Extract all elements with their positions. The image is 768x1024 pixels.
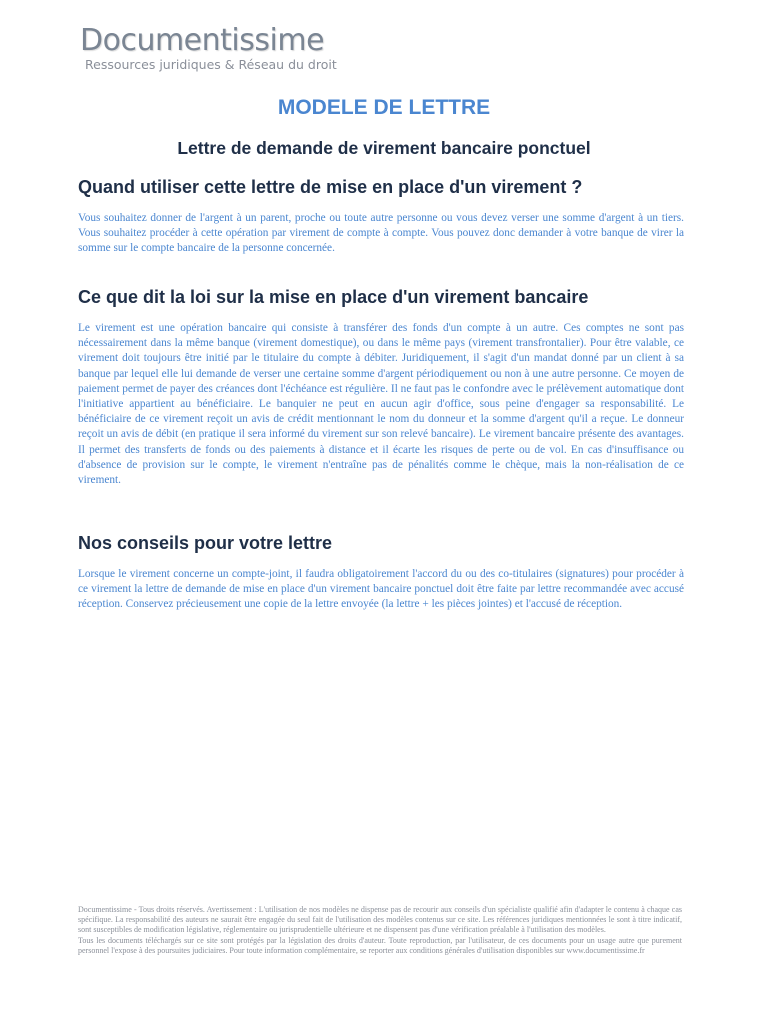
- logo-subtitle: Ressources juridiques & Réseau du droit: [85, 57, 337, 72]
- section-heading: Quand utiliser cette lettre de mise en place d'un virement ?: [78, 177, 583, 197]
- section-body: Lorsque le virement concerne un compte-joint, il faudra obligatoirement l'accord du ou des co-titulaires (signatures) pour procéder à ce virement la lettre de demande de mise en place d'un virement bancaire ponctuel doit être faite par lettre recommandée avec accusé réception. Conservez précieusement une copie de la lettre envoyée (la lettre + les pièces jointes) et l'accusé de réception.: [78, 568, 684, 611]
- section-when-to-use: [78, 176, 684, 257]
- section-heading: Ce que dit la loi sur la mise en place d'un virement bancaire: [78, 287, 589, 307]
- section-law: [78, 286, 684, 488]
- section-advice: [78, 532, 684, 613]
- footer-copyright: Tous les documents téléchargés sur ce site sont protégés par la législation des droits d'auteur. Toute reproduction, par l'utilisateur, de ces documents pour un usage autre que purement personnel l'expose à des poursuites judiciaires. Pour toute information complémentaire, se reporter aux conditions générales d'utilisation disponibles sur www.documentissime.fr: [78, 935, 682, 955]
- section-body: Vous souhaitez donner de l'argent à un parent, proche ou toute autre personne ou vous devez verser une somme d'argent à un tiers. Vous souhaitez procéder à cette opération par virement de compte à compte. Vous pouvez donc demander à votre banque de virer la somme sur le compte bancaire de la personne concernée.: [78, 212, 684, 255]
- section-body: Le virement est une opération bancaire qui consiste à transférer des fonds d'un compte à un autre. Ces comptes ne sont pas nécessairement dans la même banque (virement domestique), ou dans le même pays (virement transfrontalier). Pour être valable, ce virement doit toujours être initié par le titulaire du compte à débiter. Juridiquement, il s'agit d'un mandat donné par un client à sa banque par lequel elle lui demande de verser une certaine somme d'argent périodiquement ou non à une autre personne. Ce moyen de paiement permet de payer des créances dont l'échéance est régulière. Il ne faut pas le confondre avec le prélèvement automatique dont l'initiative appartient au bénéficiaire. Le banquier ne peut en aucun agir d'office, sous peine d'engager sa responsabilité. Le bénéficiaire de ce virement reçoit un avis de crédit mentionnant le nom du donneur et la somme d'argent qu'il a reçue. Le donneur reçoit un avis de débit (en pratique il sera informé du virement sur son relevé bancaire). Le virement bancaire présente des avantages. Il permet des transferts de fonds ou des paiements à distance et il écarte les risques de perte ou de vol. En cas d'insuffisance ou d'absence de provision sur le compte, le virement n'entraîne pas de pénalités comme le chèque, mais la non-réalisation de ce virement.: [78, 322, 684, 487]
- logo-title: Documentissime: [80, 23, 325, 58]
- document-type-heading: MODELE DE LETTRE: [277, 96, 491, 119]
- site-logo: [80, 24, 337, 72]
- document-title: Lettre de demande de virement bancaire ponctuel: [177, 138, 591, 158]
- footer-disclaimer: Documentissime - Tous droits réservés. Avertissement : L'utilisation de nos modèles ne dispense pas de recourir aux conseils d'un spécialiste qualifié afin d'adapter le contenu à chaque cas spécifique. La responsabilité des auteurs ne saurait être engagée du seul fait de l'utilisation des modèles contenus sur ce site. Les références juridiques mentionnées le sont à titre indicatif, sont susceptibles de modification législative, réglementaire ou jurisprudentielle ultérieure et ne dispensent pas d'une vérification préalable à l'utilisation des modèles.: [78, 905, 682, 935]
- legal-footer: [78, 905, 682, 956]
- section-heading: Nos conseils pour votre lettre: [78, 533, 333, 553]
